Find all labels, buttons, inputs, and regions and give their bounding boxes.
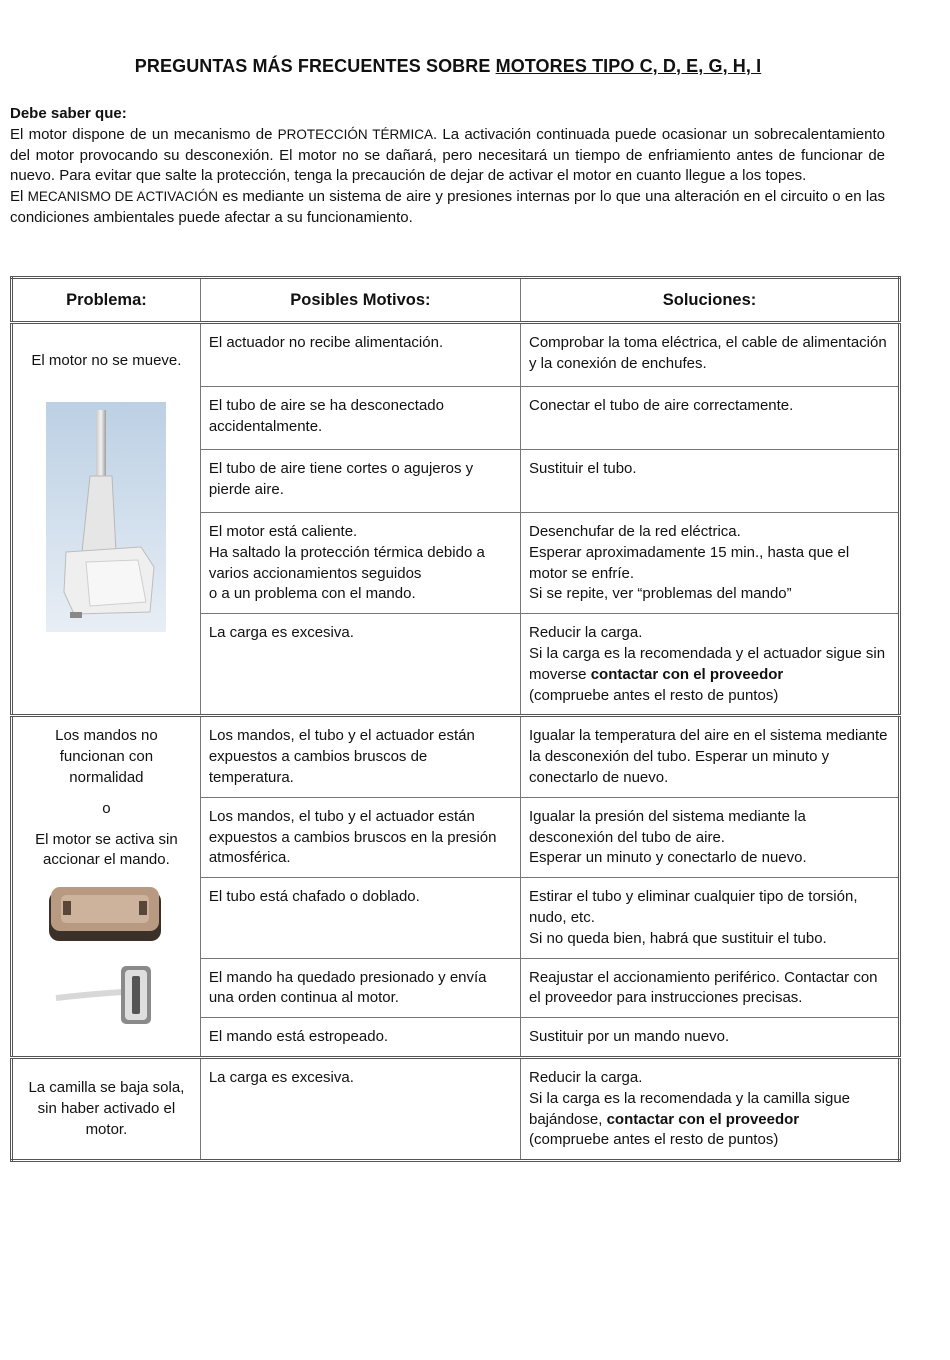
solution-cell: Igualar la temperatura del aire en el sistema mediante la desconexión del tubo. Esperar un minuto y conectarlo de nuevo. (521, 716, 900, 797)
faq-table (10, 276, 901, 1162)
problem-text: Los mandos no funcionan con normalidad (55, 727, 158, 786)
solution-cell (521, 878, 900, 958)
problem-text: El motor se activa sin accionar el mando. (35, 830, 178, 869)
reason-cell: El motor está caliente. Ha saltado la protección térmica debido a varios accionamientos seguidos o a un problema con el mando. (200, 513, 520, 614)
solution-line: Reducir la carga. (529, 624, 643, 642)
solution-cell: Sustituir por un mando nuevo. (521, 1018, 900, 1058)
reason-cell: El actuador no recibe alimentación. (200, 323, 520, 387)
problem-cell (12, 1057, 201, 1160)
intro-p2-text-b: es mediante un sistema de aire y presiones internas por lo que una alteración en el circuito o en las condiciones ambientales puede afectar a su funcionamiento. (10, 188, 885, 226)
problem-text: La camilla se baja sola, sin haber activado el motor. (28, 1079, 185, 1138)
hand-switch-image (51, 958, 161, 1028)
solution-cell (521, 1057, 900, 1160)
title-prefix: PREGUNTAS MÁS FRECUENTES SOBRE (134, 56, 496, 76)
table-row (12, 1057, 900, 1160)
intro-p1-text-a: El motor dispone de un mecanismo de (10, 125, 278, 143)
solution-bold: contactar con el proveedor (590, 665, 784, 683)
solution-line: Esperar un minuto y conectarlo de nuevo. (529, 849, 807, 867)
intro-p1-caps: PROTECCIÓN TÉRMICA (277, 126, 433, 142)
solution-line: Si se repite, ver “problemas del mando” (529, 585, 792, 603)
solution-line: Si la carga es la recomendada y el actuador sigue sin moverse (529, 644, 886, 683)
solution-line: Si no queda bien, habrá que sustituir el tubo. (529, 929, 827, 947)
group-bed-lowers (12, 1057, 900, 1160)
reason-cell: El tubo está chafado o doblado. (200, 878, 520, 958)
foot-pedal-image (41, 877, 171, 952)
reason-cell: El tubo de aire se ha desconectado accidentalmente. (200, 387, 520, 450)
reason-cell: La carga es excesiva. (200, 1057, 520, 1160)
intro-heading: Debe saber que: (10, 105, 127, 122)
reason-cell: El mando ha quedado presionado y envía una orden continua al motor. (200, 958, 520, 1018)
solution-tail: (compruebe antes el resto de puntos) (529, 1131, 779, 1149)
page-title (0, 56, 896, 77)
header-solutions: Soluciones: (521, 278, 900, 323)
intro-p1-text-b: . La activación continuada puede ocasionar un sobrecalentamiento del motor provocando su desconexión. El motor no se dañará, pero necesitará un tiempo de enfriamiento antes de funcionar de nuevo. Para evitar que salte la protección, tenga la precaución de dejar de activar el motor en cuanto llegue a los topes. (10, 125, 885, 185)
intro-section (10, 104, 885, 229)
solution-cell: Reajustar el accionamiento periférico. Contactar con el proveedor para instrucciones precisas. (521, 958, 900, 1018)
solution-cell: Conectar el tubo de aire correctamente. (521, 387, 900, 450)
table-row (12, 716, 900, 797)
solution-cell (521, 513, 900, 614)
solution-cell: Comprobar la toma eléctrica, el cable de alimentación y la conexión de enchufes. (521, 323, 900, 387)
solution-line: Reducir la carga. (529, 1068, 643, 1086)
reason-cell: Los mandos, el tubo y el actuador están expuestos a cambios bruscos de temperatura. (200, 716, 520, 797)
intro-p2-caps: MECANISMO DE ACTIVACIÓN (27, 189, 219, 205)
solution-cell (521, 797, 900, 877)
solution-line: Estirar el tubo y eliminar cualquier tipo de torsión, nudo, etc. (529, 888, 858, 926)
solution-tail: (compruebe antes el resto de puntos) (529, 686, 779, 704)
group-remote-issues (12, 716, 900, 1058)
intro-paragraph-activation (10, 187, 885, 229)
reason-cell: El tubo de aire tiene cortes o agujeros y pierde aire. (200, 450, 520, 513)
solution-bold: contactar con el proveedor (606, 1110, 800, 1128)
problem-text: El motor no se mueve. (31, 352, 182, 369)
title-underlined: MOTORES TIPO C, D, E, G, H, I (495, 56, 762, 76)
problem-cell (12, 323, 201, 716)
group-motor-no-move (12, 323, 900, 716)
header-reasons: Posibles Motivos: (200, 278, 520, 323)
table-header-row (12, 278, 900, 323)
actuator-image (46, 402, 166, 632)
solution-cell: Sustituir el tubo. (521, 450, 900, 513)
intro-p2-text-a: El (10, 188, 28, 206)
solution-line: Si la carga es la recomendada y la camilla sigue bajándose, (529, 1089, 850, 1128)
intro-paragraph-thermal (10, 125, 885, 187)
solution-line: Esperar aproximadamente 15 min., hasta que el motor se enfríe. (529, 543, 850, 582)
reason-cell: Los mandos, el tubo y el actuador están expuestos a cambios bruscos en la presión atmosférica. (200, 797, 520, 877)
header-problem: Problema: (12, 278, 201, 323)
problem-cell (12, 716, 201, 1058)
table-row (12, 323, 900, 387)
reason-cell: La carga es excesiva. (200, 614, 520, 716)
solution-cell (521, 614, 900, 716)
reason-cell: El mando está estropeado. (200, 1018, 520, 1058)
problem-or: o (102, 799, 111, 817)
solution-line: Igualar la presión del sistema mediante la desconexión del tubo de aire. (529, 807, 806, 846)
solution-line: Desenchufar de la red eléctrica. (529, 523, 741, 540)
